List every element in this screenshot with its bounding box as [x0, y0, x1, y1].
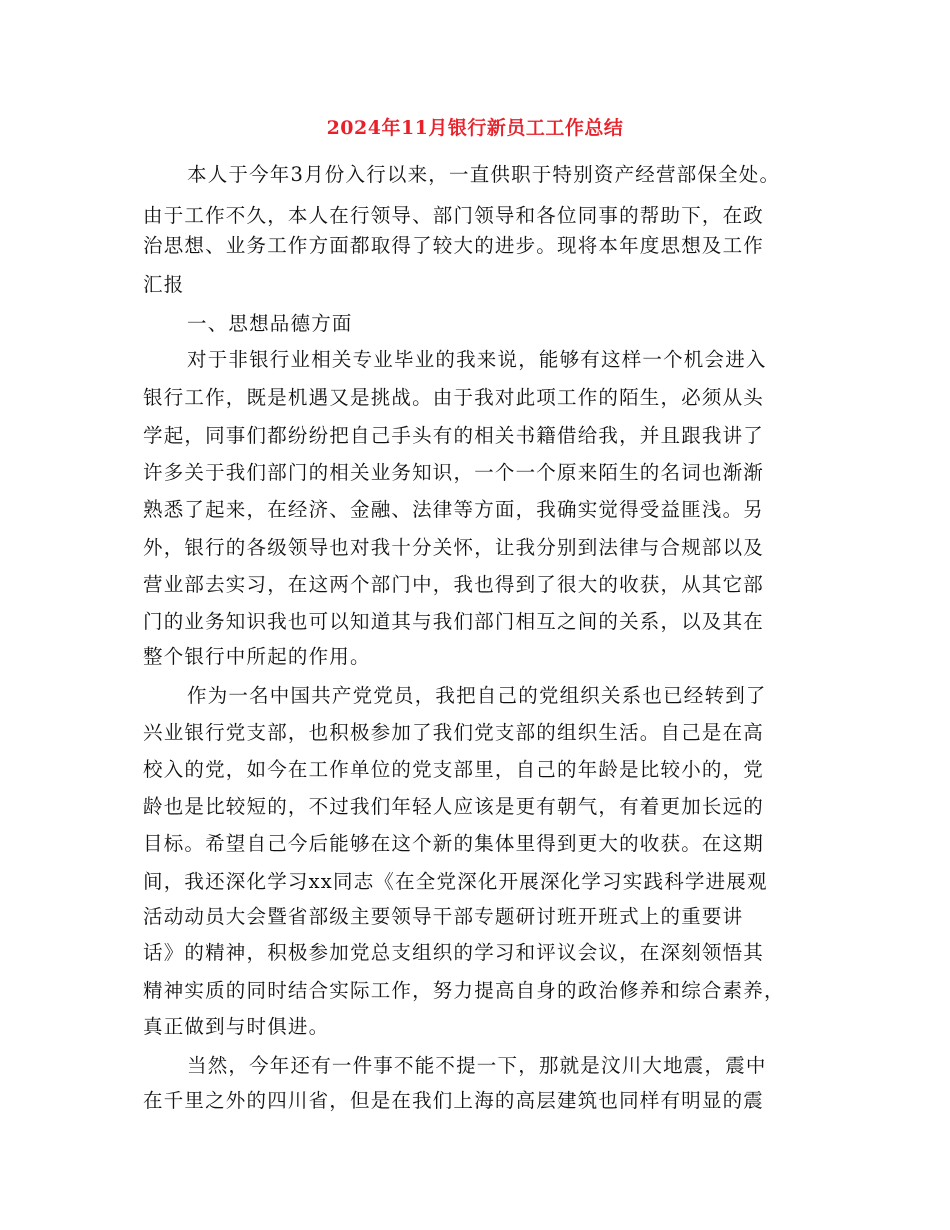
paragraph-line: 学起，同事们都纷纷把自己手头有的相关书籍借给我，并且跟我讲了	[143, 424, 765, 447]
paragraph-line: 校入的党，如今在工作单位的党支部里，自己的年龄是比较小的，党	[143, 758, 765, 781]
paragraph-line: 本人于今年3月份入行以来，一直供职于特别资产经营部保全处。	[187, 163, 781, 186]
paragraph-line: 熟悉了起来，在经济、金融、法律等方面，我确实觉得受益匪浅。另	[143, 498, 765, 521]
paragraph-line: 对于非银行业相关专业毕业的我来说，能够有这样一个机会进入	[187, 348, 767, 371]
paragraph-line: 当然，今年还有一件事不能不提一下，那就是汶川大地震，震中	[187, 1054, 767, 1077]
paragraph-line: 整个银行中所起的作用。	[143, 645, 371, 668]
paragraph-line: 兴业银行党支部，也积极参加了我们党支部的组织生活。自己是在高	[143, 721, 765, 744]
paragraph-line: 真正做到与时俱进。	[143, 1015, 330, 1038]
paragraph-line: 外，银行的各级领导也对我十分关怀，让我分别到法律与合规部以及	[143, 536, 765, 559]
paragraph-line: 营业部去实习，在这两个部门中，我也得到了很大的收获，从其它部	[143, 573, 765, 596]
paragraph-line: 在千里之外的四川省，但是在我们上海的高层建筑也同样有明显的震	[143, 1089, 765, 1112]
paragraph-line: 龄也是比较短的，不过我们年轻人应该是更有朝气，有着更加长远的	[143, 795, 765, 818]
paragraph-line: 目标。希望自己今后能够在这个新的集体里得到更大的收获。在这期	[143, 832, 765, 855]
paragraph-line: 由于工作不久，本人在行领导、部门领导和各位同事的帮助下，在政	[143, 204, 765, 227]
paragraph-line: 银行工作，既是机遇又是挑战。由于我对此项工作的陌生，必须从头	[143, 386, 765, 409]
paragraph-line: 话》的精神，积极参加党总支组织的学习和评议会议，在深刻领悟其	[143, 941, 765, 964]
document-title: 2024年11月银行新员工工作总结	[326, 117, 624, 139]
paragraph-line: 间，我还深化学习xx同志《在全党深化开展深化学习实践科学进展观	[143, 870, 768, 893]
section-heading: 一、思想品德方面	[187, 312, 353, 335]
paragraph-line: 许多关于我们部门的相关业务知识，一个一个原来陌生的名词也渐渐	[143, 461, 765, 484]
paragraph-line: 门的业务知识我也可以知道其与我们部门相互之间的关系，以及其在	[143, 610, 765, 633]
paragraph-line: 作为一名中国共产党党员，我把自己的党组织关系也已经转到了	[187, 684, 767, 707]
paragraph-line: 精神实质的同时结合实际工作，努力提高自身的政治修养和综合素养，	[143, 979, 785, 1002]
paragraph-line: 治思想、业务工作方面都取得了较大的进步。现将本年度思想及工作	[143, 234, 765, 257]
paragraph-line: 活动动员大会暨省部级主要领导干部专题研讨班开班式上的重要讲	[143, 905, 744, 928]
paragraph-line: 汇报	[143, 273, 185, 296]
